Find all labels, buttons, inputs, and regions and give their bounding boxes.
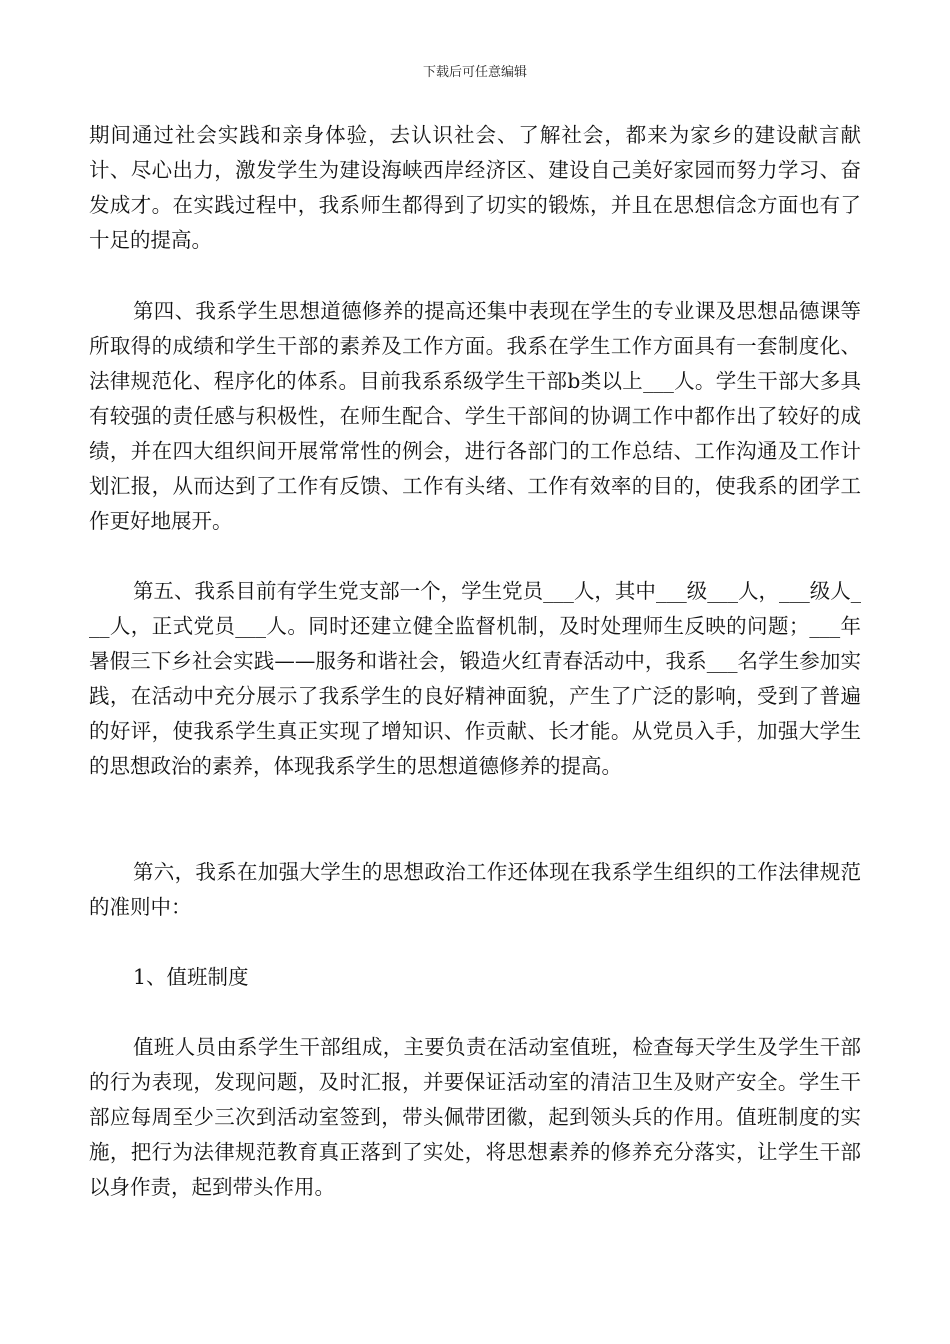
page-header: 下载后可任意编辑 (422, 65, 527, 80)
section-heading-duty-system: 1、值班制度 (133, 965, 249, 989)
paragraph-duty-system: 值班人员由系学生干部组成，主要负责在活动室值班，检查每天学生及学生干部的行为表现，发现问题，及时汇报，并要保证活动室的清洁卫生及财产安全。学生干部应每周至少三次到活动室签到，带头佩带团徽，起到领头兵的作用。值班制度的实施，把行为法律规范教育真正落到了实处，将思想素养的修养充分落实，让学生干部以身作责，起到带头作用。 (89, 1035, 861, 1199)
paragraph-fifth: 第五、我系目前有学生党支部一个，学生党员___人，其中___级___人，___级人___人，正式党员___人。同时还建立健全监督机制，及时处理师生反映的问题；___年暑假三下乡社会实践——服务和谐社会，锻造火红青春活动中，我系___名学生参加实践，在活动中充分展示了我系学生的良好精神面貌，产生了广泛的影响，受到了普遍的好评，使我系学生真正实现了增知识、作贡献、长才能。从党员入手，加强大学生的思想政治的素养，体现我系学生的思想道德修养的提高。 (89, 579, 861, 778)
paragraph-sixth: 第六，我系在加强大学生的思想政治工作还体现在我系学生组织的工作法律规范的准则中： (89, 860, 861, 919)
paragraph-continuation: 期间通过社会实践和亲身体验，去认识社会、了解社会，都来为家乡的建设献言献计、尽心出力，激发学生为建设海峡西岸经济区、建设自己美好家园而努力学习、奋发成才。在实践过程中，我系师生都得到了切实的锻炼，并且在思想信念方面也有了十足的提高。 (89, 123, 861, 252)
paragraph-fourth: 第四、我系学生思想道德修养的提高还集中表现在学生的专业课及思想品德课等所取得的成绩和学生干部的素养及工作方面。我系在学生工作方面具有一套制度化、法律规范化、程序化的体系。目前我系系级学生干部b类以上___人。学生干部大多具有较强的责任感与积极性，在师生配合、学生干部间的协调工作中都作出了较好的成绩，并在四大组织间开展常常性的例会，进行各部门的工作总结、工作沟通及工作计划汇报，从而达到了工作有反馈、工作有头绪、工作有效率的目的，使我系的团学工作更好地展开。 (89, 299, 861, 533)
